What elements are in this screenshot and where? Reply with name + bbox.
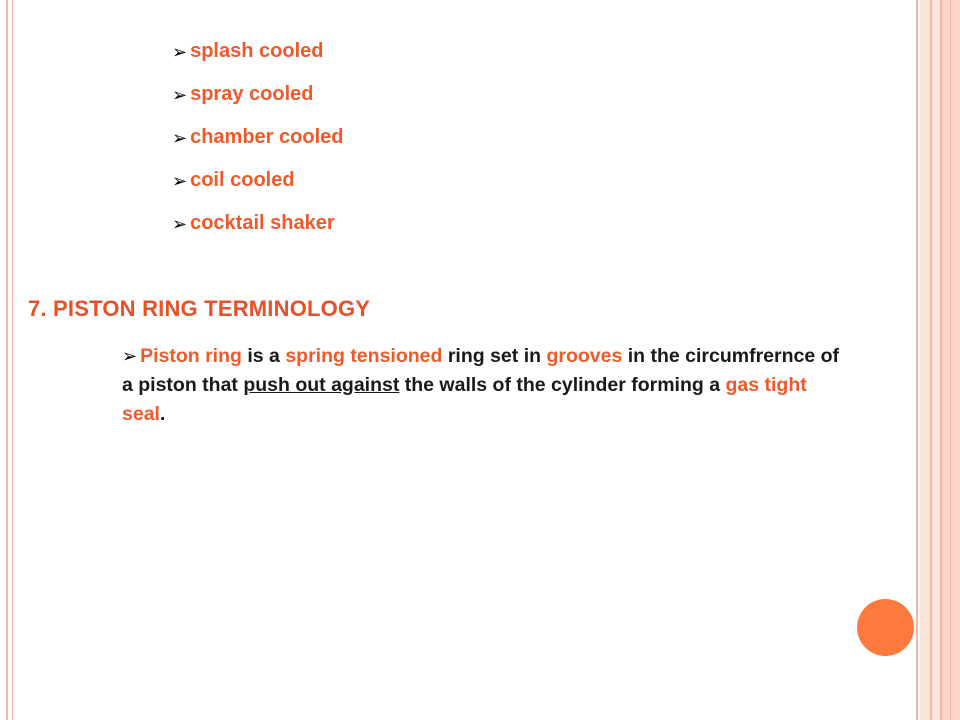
cooling-types-list: [172, 30, 343, 245]
decorative-circle: [857, 599, 914, 656]
term-grooves: grooves: [546, 345, 623, 367]
arrow-bullet-icon: ➢: [172, 170, 188, 191]
paragraph-text: the walls of the cylinder forming a: [399, 374, 726, 396]
paragraph-text: .: [159, 403, 166, 425]
paragraph-text: in the circumfrernce of a piston that: [122, 345, 840, 396]
list-item: [172, 159, 343, 202]
list-item-text: coil cooled: [190, 169, 295, 191]
right-border-fill: [932, 0, 940, 720]
list-item: [172, 73, 343, 116]
list-item-text: spray cooled: [190, 83, 314, 105]
term-spring-tensioned: spring tensioned: [285, 345, 443, 367]
left-border-line-inner: [12, 0, 13, 720]
arrow-bullet-icon: ➢: [172, 84, 188, 105]
list-item: [172, 116, 343, 159]
list-item: [172, 202, 343, 245]
arrow-bullet-icon: ➢: [172, 213, 188, 234]
right-border-fill: [920, 0, 930, 720]
underlined-phrase: push out against: [243, 374, 400, 396]
right-border-line: [916, 0, 918, 720]
section-heading: 7. PISTON RING TERMINOLOGY: [28, 296, 371, 321]
list-item: [172, 30, 343, 73]
arrow-bullet-icon: ➢: [172, 41, 188, 62]
term-gas-tight-seal: gas tight seal: [122, 374, 807, 425]
paragraph-text: ring set in: [442, 345, 547, 367]
arrow-bullet-icon: ➢: [122, 346, 138, 366]
list-item-text: splash cooled: [190, 40, 324, 62]
paragraph-text: is a: [241, 345, 286, 367]
definition-paragraph: [122, 342, 852, 429]
right-border-line: [950, 0, 951, 720]
right-border-fill: [942, 0, 960, 720]
list-item-text: cocktail shaker: [190, 212, 335, 234]
term-piston-ring: Piston ring: [140, 345, 242, 367]
arrow-bullet-icon: ➢: [172, 127, 188, 148]
left-border-line: [6, 0, 8, 720]
list-item-text: chamber cooled: [190, 126, 344, 148]
